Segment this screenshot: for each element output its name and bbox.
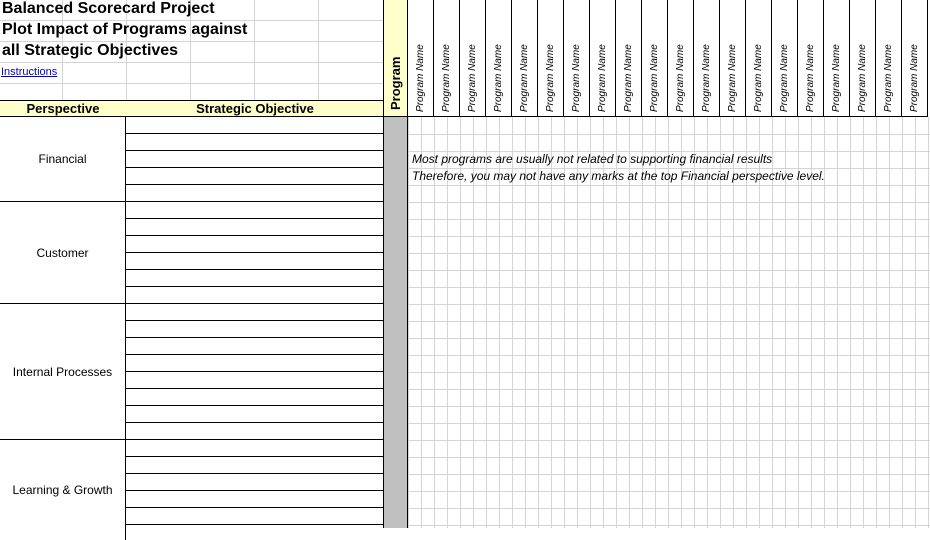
grid-line-vertical (408, 117, 409, 528)
strategic-objective-header: Strategic Objective (126, 100, 384, 117)
objective-row-line (126, 286, 383, 287)
grid-line-horizontal (408, 423, 930, 424)
objective-row-line (126, 167, 383, 168)
program-name-label: Program Name (752, 44, 764, 112)
objective-row-line (126, 337, 383, 338)
program-name-header[interactable] (538, 0, 564, 117)
grid-line-horizontal (408, 321, 930, 322)
objective-row-line (126, 150, 383, 151)
grid-line-horizontal (408, 406, 930, 407)
program-name-label: Program Name (674, 44, 686, 112)
perspective-header: Perspective (0, 100, 127, 117)
program-name-label: Program Name (700, 44, 712, 112)
program-header-cell (383, 0, 408, 117)
program-name-label: Program Name (804, 44, 816, 112)
grid-line-vertical (850, 117, 851, 528)
program-name-header[interactable] (694, 0, 720, 117)
program-name-label: Program Name (466, 44, 478, 112)
grid-line-horizontal (408, 304, 930, 305)
program-name-label: Program Name (882, 44, 894, 112)
grid-line-horizontal (408, 355, 930, 356)
grid-line-horizontal (408, 253, 930, 254)
objective-row-line (126, 524, 383, 525)
grid-line-horizontal (408, 202, 930, 203)
grid-line-horizontal (408, 219, 930, 220)
grid-line-horizontal (0, 83, 383, 84)
objective-row-line (126, 354, 383, 355)
program-name-header[interactable] (902, 0, 928, 117)
objective-row-line (126, 405, 383, 406)
objective-row-line (126, 439, 383, 440)
program-name-label: Program Name (414, 44, 426, 112)
objective-row-line (126, 490, 383, 491)
grid-line-horizontal (408, 338, 930, 339)
program-name-header[interactable] (486, 0, 512, 117)
grid-line-vertical (902, 117, 903, 528)
grid-line-horizontal (408, 185, 930, 186)
program-name-header[interactable] (824, 0, 850, 117)
program-name-header[interactable] (460, 0, 486, 117)
program-name-header[interactable] (642, 0, 668, 117)
program-name-label: Program Name (440, 44, 452, 112)
objective-row-line (126, 269, 383, 270)
program-name-label: Program Name (518, 44, 530, 112)
grid-line-horizontal (408, 287, 930, 288)
program-name-header[interactable] (772, 0, 798, 117)
grid-line-vertical (837, 117, 838, 528)
program-name-header[interactable] (590, 0, 616, 117)
program-name-label: Program Name (908, 44, 920, 112)
objective-row-line (126, 320, 383, 321)
objective-row-line (126, 473, 383, 474)
objective-row-line (126, 235, 383, 236)
grid-line-vertical (863, 117, 864, 528)
program-name-label: Program Name (778, 44, 790, 112)
program-name-label: Program Name (856, 44, 868, 112)
objective-row-line (126, 507, 383, 508)
grid-line-horizontal (408, 491, 930, 492)
program-name-header[interactable] (616, 0, 642, 117)
objective-row-line (126, 184, 383, 185)
objective-row-line (126, 201, 383, 202)
perspective-financial: Financial (0, 117, 126, 202)
grid-line-horizontal (408, 525, 930, 526)
program-divider-column (383, 117, 408, 528)
objective-row-line (126, 218, 383, 219)
program-name-header[interactable] (798, 0, 824, 117)
program-name-label: Program Name (648, 44, 660, 112)
sheet-title-line-2: Plot Impact of Programs against (2, 21, 248, 38)
program-name-header[interactable] (434, 0, 460, 117)
program-name-label: Program Name (622, 44, 634, 112)
program-name-label: Program Name (596, 44, 608, 112)
program-name-header[interactable] (408, 0, 434, 117)
program-name-header[interactable] (512, 0, 538, 117)
grid-line-vertical (928, 117, 929, 528)
objective-row-line (126, 303, 383, 304)
program-name-header[interactable] (850, 0, 876, 117)
program-name-header[interactable] (564, 0, 590, 117)
perspective-internal-processes: Internal Processes (0, 304, 126, 440)
program-name-label: Program Name (570, 44, 582, 112)
program-name-header[interactable] (720, 0, 746, 117)
grid-line-horizontal (408, 440, 930, 441)
instructions-link[interactable]: Instructions (1, 66, 58, 78)
grid-line-horizontal (0, 62, 383, 63)
program-name-label: Program Name (544, 44, 556, 112)
program-name-header[interactable] (746, 0, 772, 117)
grid-line-horizontal (408, 508, 930, 509)
program-name-header[interactable] (668, 0, 694, 117)
objective-row-line (126, 388, 383, 389)
perspective-learning-growth: Learning & Growth (0, 440, 126, 540)
program-name-header[interactable] (876, 0, 902, 117)
perspective-customer: Customer (0, 202, 126, 304)
program-name-label: Program Name (492, 44, 504, 112)
sheet-title-line-1: Balanced Scorecard Project (2, 0, 215, 17)
note-line-2: Therefore, you may not have any marks at the top Financial perspective level. (412, 169, 825, 183)
grid-line-vertical (915, 117, 916, 528)
objective-row-line (126, 456, 383, 457)
objective-row-line (126, 133, 383, 134)
grid-line-horizontal (408, 134, 930, 135)
program-header-label: Program (387, 56, 403, 110)
objective-row-line (126, 422, 383, 423)
grid-line-horizontal (408, 236, 930, 237)
grid-line-vertical (876, 117, 877, 528)
grid-line-horizontal (408, 474, 930, 475)
grid-line-vertical (318, 0, 319, 100)
grid-line-horizontal (408, 270, 930, 271)
note-line-1: Most programs are usually not related to supporting financial results (412, 152, 773, 166)
grid-line-vertical (889, 117, 890, 528)
grid-line-horizontal (408, 457, 930, 458)
grid-line-horizontal (408, 372, 930, 373)
grid-line-vertical (254, 0, 255, 100)
objective-row-line (126, 252, 383, 253)
sheet-title-line-3: all Strategic Objectives (2, 42, 179, 59)
grid-line-horizontal (408, 389, 930, 390)
program-name-label: Program Name (830, 44, 842, 112)
program-name-label: Program Name (726, 44, 738, 112)
objective-row-line (126, 371, 383, 372)
